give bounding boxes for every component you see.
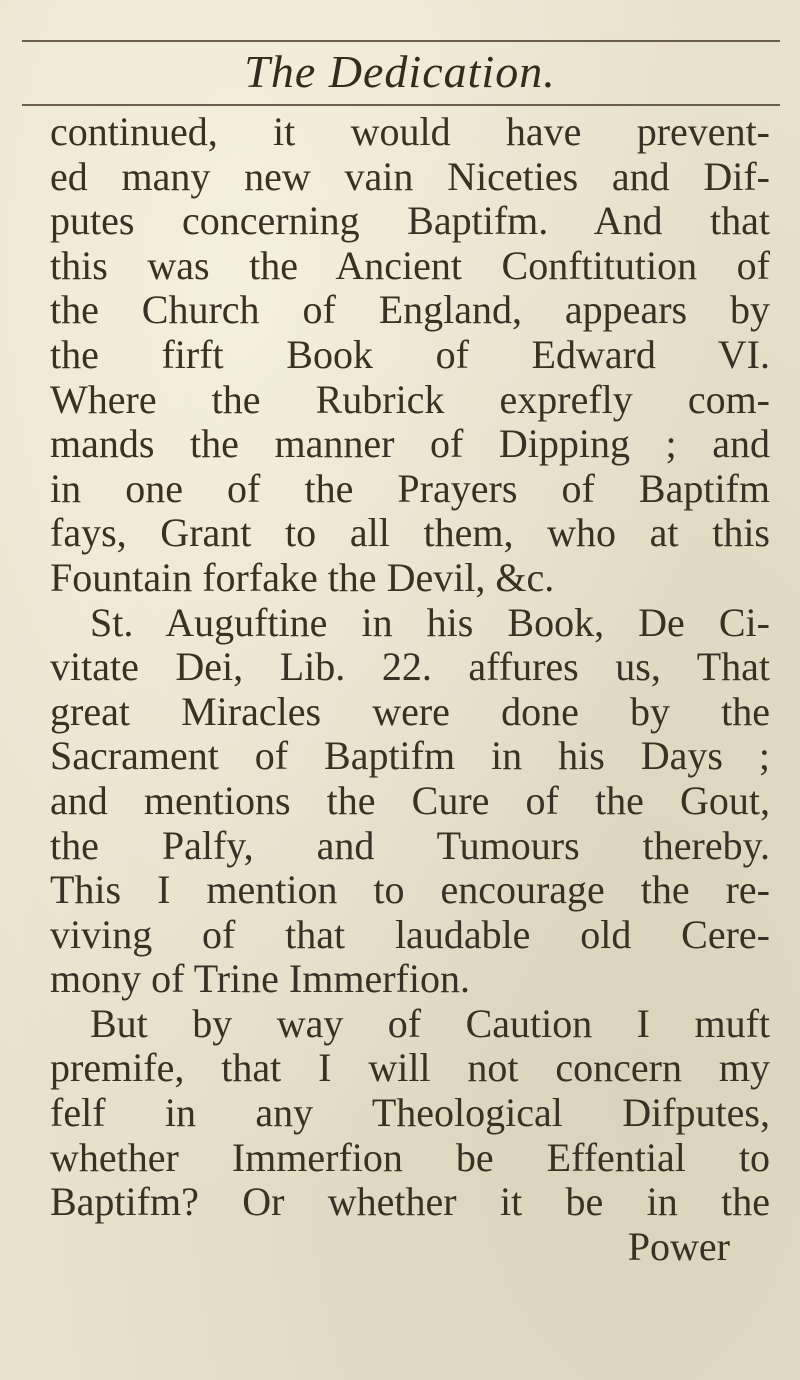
header-rule-bottom [22,104,780,106]
text-line: continued, it would have prevent- [50,110,770,154]
text-line: felf in any Theological Difputes, [50,1091,770,1136]
text-line: great Miracles were done by the [50,689,770,734]
catchword: Power [627,1224,730,1269]
text-line: mands the manner of Dipping ; and [50,422,770,467]
text-line: premife, that I will not concern my [50,1046,770,1091]
text-line: and mentions the Cure of the Gout, [50,778,770,823]
text-line: the firft Book of Edward VI. [50,332,770,377]
text-line: fays, Grant to all them, who at this [50,511,770,556]
text-line: Sacrament of Baptifm in his Days ; [50,734,770,779]
running-head: The Dedication. [244,46,556,97]
text-line: in one of the Prayers of Baptifm [50,466,770,511]
text-line: ed many new vain Niceties and Dif- [50,154,770,199]
text-line: But by way of Caution I muft [90,1001,770,1046]
body-text [50,110,770,1269]
text-line: Baptifm? Or whether it be in the [50,1180,770,1225]
text-line: putes concerning Baptifm. And that [50,199,770,244]
text-line: Fountain forfake the Devil, &c. [50,555,555,600]
header-rule-top [22,40,780,42]
text-line: the Church of England, appears by [50,288,770,333]
text-line: viving of that laudable old Cere- [50,912,770,957]
text-line: whether Immerfion be Effential to [50,1135,770,1180]
text-line: mony of Trine Immerfion. [50,957,470,1002]
text-line: the Palfy, and Tumours thereby. [50,823,770,868]
text-line: Where the Rubrick exprefly com- [50,377,770,422]
text-line: vitate Dei, Lib. 22. affures us, That [50,645,770,690]
text-line: St. Auguftine in his Book, De Ci- [90,600,770,645]
text-line: this was the Ancient Conftitution of [50,243,770,288]
text-line: This I mention to encourage the re- [50,868,770,913]
